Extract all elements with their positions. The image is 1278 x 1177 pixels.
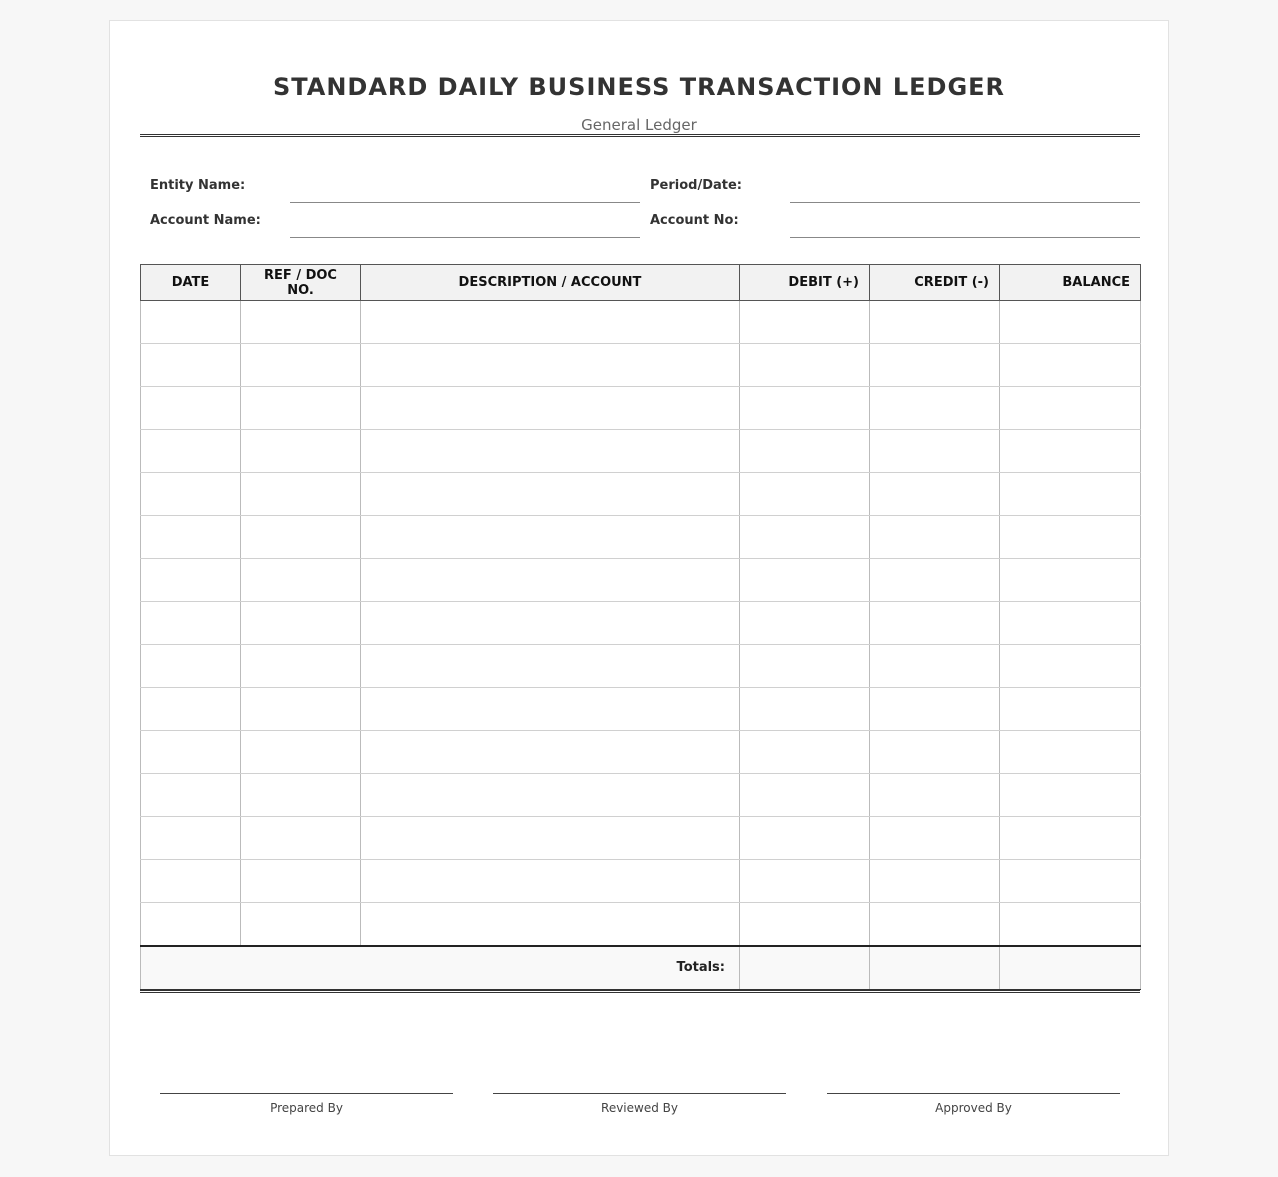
account-name-field[interactable] (290, 237, 640, 238)
table-footer-divider (140, 990, 1140, 993)
table-row (141, 387, 1141, 430)
description-cell[interactable] (361, 387, 740, 430)
credit-cell[interactable] (870, 301, 1000, 344)
ref-doc-cell[interactable] (241, 559, 361, 602)
entity-name-label: Entity Name: (150, 178, 246, 193)
debit-cell[interactable] (740, 860, 870, 903)
debit-cell[interactable] (740, 774, 870, 817)
total-credit-cell[interactable] (870, 946, 1000, 990)
approved-by-signature-line[interactable] (827, 1093, 1120, 1094)
balance-cell[interactable] (1000, 903, 1141, 946)
table-row (141, 473, 1141, 516)
reviewed-by-signature-line[interactable] (493, 1093, 786, 1094)
ref-doc-cell[interactable] (241, 387, 361, 430)
date-cell[interactable] (141, 602, 241, 645)
debit-cell[interactable] (740, 903, 870, 946)
table-row (141, 430, 1141, 473)
description-cell[interactable] (361, 516, 740, 559)
date-cell[interactable] (141, 903, 241, 946)
table-row (141, 688, 1141, 731)
debit-cell[interactable] (740, 731, 870, 774)
description-cell[interactable] (361, 430, 740, 473)
description-cell[interactable] (361, 817, 740, 860)
page-title: STANDARD DAILY BUSINESS TRANSACTION LEDGER (272, 73, 1006, 101)
credit-cell[interactable] (870, 860, 1000, 903)
description-cell[interactable] (361, 645, 740, 688)
date-cell[interactable] (141, 774, 241, 817)
balance-cell[interactable] (1000, 301, 1141, 344)
balance-cell[interactable] (1000, 860, 1141, 903)
totals-label: Totals: (141, 946, 740, 990)
debit-cell[interactable] (740, 516, 870, 559)
debit-cell[interactable] (740, 559, 870, 602)
date-cell[interactable] (141, 344, 241, 387)
prepared-by-signature-line[interactable] (160, 1093, 453, 1094)
table-row (141, 860, 1141, 903)
ref-doc-cell[interactable] (241, 645, 361, 688)
description-cell[interactable] (361, 860, 740, 903)
debit-cell[interactable] (740, 645, 870, 688)
debit-cell[interactable] (740, 473, 870, 516)
ledger-table (140, 264, 1141, 990)
credit-cell[interactable] (870, 344, 1000, 387)
credit-cell[interactable] (870, 731, 1000, 774)
credit-cell[interactable] (870, 903, 1000, 946)
credit-cell[interactable] (870, 473, 1000, 516)
ref-doc-cell[interactable] (241, 688, 361, 731)
table-row (141, 774, 1141, 817)
page-subtitle: General Ledger (581, 116, 697, 134)
date-cell[interactable] (141, 430, 241, 473)
description-cell[interactable] (361, 344, 740, 387)
period-date-field[interactable] (790, 202, 1140, 203)
balance-cell[interactable] (1000, 430, 1141, 473)
description-cell[interactable] (361, 301, 740, 344)
description-cell[interactable] (361, 903, 740, 946)
column-header-balance: BALANCE (1000, 265, 1141, 301)
balance-cell[interactable] (1000, 516, 1141, 559)
table-row (141, 559, 1141, 602)
date-cell[interactable] (141, 688, 241, 731)
date-cell[interactable] (141, 387, 241, 430)
balance-cell[interactable] (1000, 731, 1141, 774)
debit-cell[interactable] (740, 430, 870, 473)
approved-by-label: Approved By (935, 1101, 1012, 1115)
credit-cell[interactable] (870, 602, 1000, 645)
table-row (141, 817, 1141, 860)
ref-doc-cell[interactable] (241, 344, 361, 387)
ledger-sheet (109, 20, 1169, 1156)
table-row (141, 516, 1141, 559)
column-header-date: DATE (141, 265, 241, 301)
date-cell[interactable] (141, 516, 241, 559)
table-row (141, 301, 1141, 344)
column-header-ref-doc-no: REF / DOC NO. (241, 265, 361, 301)
date-cell[interactable] (141, 860, 241, 903)
prepared-by-label: Prepared By (270, 1101, 343, 1115)
total-debit-cell[interactable] (740, 946, 870, 990)
ref-doc-cell[interactable] (241, 903, 361, 946)
ref-doc-cell[interactable] (241, 473, 361, 516)
debit-cell[interactable] (740, 602, 870, 645)
totals-row (141, 946, 1141, 990)
entity-name-field[interactable] (290, 202, 640, 203)
debit-cell[interactable] (740, 387, 870, 430)
credit-cell[interactable] (870, 817, 1000, 860)
ref-doc-cell[interactable] (241, 731, 361, 774)
table-row (141, 602, 1141, 645)
description-cell[interactable] (361, 473, 740, 516)
debit-cell[interactable] (740, 344, 870, 387)
balance-cell[interactable] (1000, 817, 1141, 860)
description-cell[interactable] (361, 602, 740, 645)
header-divider (140, 134, 1140, 137)
ref-doc-cell[interactable] (241, 602, 361, 645)
balance-cell[interactable] (1000, 387, 1141, 430)
ref-doc-cell[interactable] (241, 774, 361, 817)
table-row (141, 903, 1141, 946)
ref-doc-cell[interactable] (241, 430, 361, 473)
ref-doc-cell[interactable] (241, 516, 361, 559)
credit-cell[interactable] (870, 645, 1000, 688)
debit-cell[interactable] (740, 688, 870, 731)
date-cell[interactable] (141, 731, 241, 774)
date-cell[interactable] (141, 301, 241, 344)
balance-cell[interactable] (1000, 774, 1141, 817)
description-cell[interactable] (361, 774, 740, 817)
date-cell[interactable] (141, 473, 241, 516)
reviewed-by-label: Reviewed By (601, 1101, 678, 1115)
table-row (141, 645, 1141, 688)
table-row (141, 731, 1141, 774)
account-no-field[interactable] (790, 237, 1140, 238)
balance-cell[interactable] (1000, 344, 1141, 387)
description-cell[interactable] (361, 731, 740, 774)
debit-cell[interactable] (740, 817, 870, 860)
total-balance-cell[interactable] (1000, 946, 1141, 990)
credit-cell[interactable] (870, 387, 1000, 430)
credit-cell[interactable] (870, 559, 1000, 602)
description-cell[interactable] (361, 559, 740, 602)
ref-doc-cell[interactable] (241, 301, 361, 344)
date-cell[interactable] (141, 559, 241, 602)
balance-cell[interactable] (1000, 559, 1141, 602)
account-no-label: Account No: (650, 213, 739, 228)
debit-cell[interactable] (740, 301, 870, 344)
credit-cell[interactable] (870, 516, 1000, 559)
table-row (141, 344, 1141, 387)
column-header-debit: DEBIT (+) (740, 265, 870, 301)
account-name-label: Account Name: (150, 213, 261, 228)
credit-cell[interactable] (870, 688, 1000, 731)
ref-doc-cell[interactable] (241, 817, 361, 860)
balance-cell[interactable] (1000, 688, 1141, 731)
table-header-row (141, 265, 1141, 301)
balance-cell[interactable] (1000, 645, 1141, 688)
balance-cell[interactable] (1000, 602, 1141, 645)
column-header-description: DESCRIPTION / ACCOUNT (361, 265, 740, 301)
date-cell[interactable] (141, 817, 241, 860)
credit-cell[interactable] (870, 430, 1000, 473)
credit-cell[interactable] (870, 774, 1000, 817)
date-cell[interactable] (141, 645, 241, 688)
description-cell[interactable] (361, 688, 740, 731)
ref-doc-cell[interactable] (241, 860, 361, 903)
period-date-label: Period/Date: (650, 178, 742, 193)
balance-cell[interactable] (1000, 473, 1141, 516)
column-header-credit: CREDIT (-) (870, 265, 1000, 301)
